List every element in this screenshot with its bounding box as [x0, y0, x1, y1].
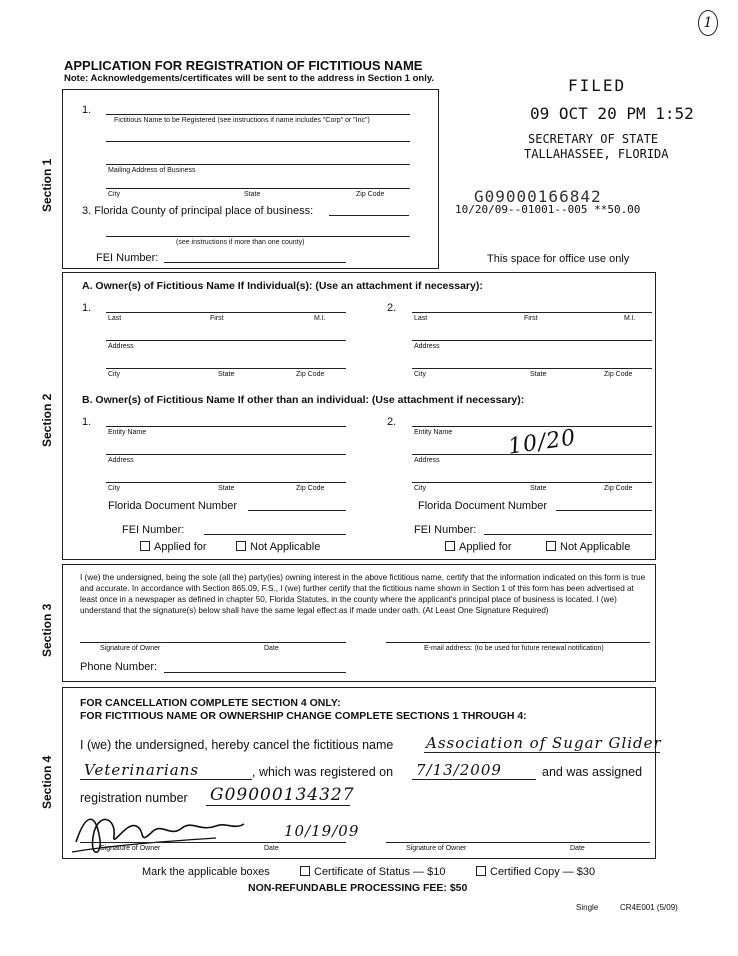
processing-fee: NON-REFUNDABLE PROCESSING FEE: $50 [248, 882, 468, 894]
first-label: First [210, 315, 224, 322]
regnum-handwritten: G09000134327 [210, 785, 355, 805]
address-label: Address [108, 343, 134, 350]
state-label: State [530, 371, 547, 378]
fei-label: FEI Number: [122, 524, 185, 536]
entity2-fei-field[interactable] [484, 534, 652, 535]
last-label: Last [414, 315, 428, 322]
item-number: 2. [387, 416, 397, 428]
applied-for-checkbox[interactable]: Applied for [140, 541, 207, 553]
zip-label: Zip Code [296, 485, 325, 492]
section-4-heading-2: FOR FICTITIOUS NAME OR OWNERSHIP CHANGE COMPLETE SECTIONS 1 THROUGH 4: [80, 710, 527, 722]
section-2a-heading: A. Owner(s) of Fictitious Name If Individual(s): (Use an attachment if necessary): [82, 280, 483, 292]
state-label: State [218, 371, 235, 378]
entity1-name-field[interactable] [106, 426, 346, 427]
certificate-status-checkbox[interactable]: Certificate of Status — $10 [300, 866, 445, 878]
signature-of-owner-label: Signature of Owner [406, 845, 467, 852]
entity1-doc-field[interactable] [248, 510, 346, 511]
mailing-address-label: Mailing Address of Business [108, 167, 196, 174]
city-label: City [108, 485, 121, 492]
owner1-city-field[interactable] [106, 368, 346, 369]
checkbox-icon[interactable] [236, 541, 246, 551]
registered-date-field[interactable] [412, 779, 536, 780]
certified-copy-checkbox[interactable]: Certified Copy — $30 [476, 866, 595, 878]
address-label: Address [414, 457, 440, 464]
filed-stamp: FILED [568, 76, 627, 95]
checkbox-icon[interactable] [546, 541, 556, 551]
form-id: CR4E001 (5/09) [620, 903, 678, 912]
entity1-city-field[interactable] [106, 482, 346, 483]
regnum-text: registration number [80, 791, 188, 805]
checkbox-icon[interactable] [476, 866, 486, 876]
cancel-text: I (we) the undersigned, hereby cancel the fictitious name [80, 738, 394, 752]
mi-label: M.I. [624, 315, 636, 322]
fl-doc-label: Florida Document Number [108, 500, 237, 512]
certification-text: I (we) the undersigned, being the sole (all the) party(ies) owning interest in the above fictitious name, certify that the information indicated on this form is true and accurate. In accordance with Section 865.09, F.S., I (we) further certify that the fictitious name shown in Section 1 of this form has been advertised at least once in a newspaper as defined in chapter 50, Florida Statutes, in the county where the applicant's principal place of business is located. I (we) understand that the signature(s) below shall have the same legal effect as if made under oath. (At Least One Signature Required) [80, 573, 646, 615]
city-state-zip-field[interactable] [106, 188, 410, 189]
checkbox-icon[interactable] [445, 541, 455, 551]
single-label: Single [576, 903, 599, 912]
owner1-name-field[interactable] [106, 312, 346, 313]
section-2b-heading: B. Owner(s) of Fictitious Name If other than an individual: (Use attachment if necessary): [82, 394, 525, 406]
receipt-line: 10/20/09--01001--005 **50.00 [455, 203, 641, 216]
header-note: Note: Acknowledgements/certificates will be sent to the address in Section 1 only. [64, 73, 435, 84]
owner2-address-field[interactable] [412, 340, 652, 341]
fei-field[interactable] [164, 262, 346, 263]
not-applicable-checkbox[interactable]: Not Applicable [236, 541, 320, 553]
registered-date-handwritten: 7/13/2009 [416, 761, 502, 779]
section-4-heading-1: FOR CANCELLATION COMPLETE SECTION 4 ONLY: [80, 697, 341, 709]
date-label: Date [570, 845, 585, 852]
entity2-name-field[interactable] [412, 426, 652, 427]
checkbox-icon[interactable] [300, 866, 310, 876]
registered-text: , which was registered on [252, 765, 394, 779]
fictitious-name-label: Fictitious Name to be Registered (see instructions if name includes "Corp" or "Inc") [114, 117, 370, 124]
zip-label: Zip Code [604, 485, 633, 492]
item-number: 1. [82, 302, 92, 314]
item-number: 1. [82, 104, 92, 116]
date-label: Date [264, 645, 279, 652]
owner2-name-field[interactable] [412, 312, 652, 313]
entity-name-label: Entity Name [108, 429, 147, 436]
entity2-doc-field[interactable] [556, 510, 652, 511]
county-field-2[interactable] [106, 236, 410, 237]
cancel-sig-date-handwritten: 10/19/09 [284, 822, 360, 840]
address-label: Address [108, 457, 134, 464]
zip-label: Zip Code [296, 371, 325, 378]
page-title: APPLICATION FOR REGISTRATION OF FICTITIOUS NAME [64, 58, 423, 73]
first-label: First [524, 315, 538, 322]
section-2-label: Section 2 [40, 393, 54, 447]
owner1-address-field[interactable] [106, 340, 346, 341]
signature-of-owner-label: Signature of Owner [100, 645, 161, 652]
last-label: Last [108, 315, 122, 322]
city-label: City [108, 371, 121, 378]
tallahassee-line: TALLAHASSEE, FLORIDA [524, 147, 669, 161]
owner2-city-field[interactable] [412, 368, 652, 369]
not-applicable-checkbox[interactable]: Not Applicable [546, 541, 630, 553]
email-field[interactable] [386, 642, 650, 643]
entity-name-label: Entity Name [414, 429, 453, 436]
mailing-address-field[interactable] [106, 164, 410, 165]
fictitious-name-field-2[interactable] [106, 141, 410, 142]
zip-label: Zip Code [356, 191, 385, 198]
cancel-name-field-2[interactable] [80, 779, 252, 780]
section-4-label: Section 4 [40, 755, 54, 809]
phone-label: Phone Number: [80, 661, 158, 673]
fei-label: FEI Number: [414, 524, 477, 536]
office-use-label: This space for office use only [487, 253, 630, 265]
county-label: 3. Florida County of principal place of business: [82, 205, 314, 217]
secretary-line: SECRETARY OF STATE [528, 132, 659, 146]
section-1-label: Section 1 [40, 158, 54, 212]
entity1-address-field[interactable] [106, 454, 346, 455]
section-2-box [62, 272, 656, 560]
phone-field[interactable] [164, 672, 346, 673]
checkbox-icon[interactable] [140, 541, 150, 551]
fictitious-name-field[interactable] [106, 114, 410, 115]
owner-signature-field[interactable] [80, 642, 346, 643]
state-label: State [244, 191, 261, 198]
address-label: Address [414, 343, 440, 350]
handwritten-initials: 10/20 [506, 425, 578, 460]
zip-label: Zip Code [604, 371, 633, 378]
email-label: E-mail address: (to be used for future renewal notification) [424, 645, 604, 652]
city-label: City [108, 191, 121, 198]
cancel-signature-field[interactable] [80, 842, 346, 843]
state-label: State [530, 485, 547, 492]
cancel-name-handwritten-2: Veterinarians [84, 761, 200, 779]
item-number: 1. [82, 416, 92, 428]
filed-date: 09 OCT 20 PM 1:52 [530, 104, 694, 123]
entity1-fei-field[interactable] [204, 534, 346, 535]
document-number: G09000166842 [474, 187, 602, 206]
assigned-text: and was assigned [542, 765, 643, 779]
state-label: State [218, 485, 235, 492]
mark-boxes-label: Mark the applicable boxes [142, 866, 270, 878]
section-3-label: Section 3 [40, 603, 54, 657]
entity2-city-field[interactable] [412, 482, 652, 483]
city-label: City [414, 371, 427, 378]
second-signature-field[interactable] [386, 842, 650, 843]
page-number: 1 [698, 10, 718, 36]
cancel-name-field[interactable] [424, 752, 660, 753]
applied-for-checkbox[interactable]: Applied for [445, 541, 512, 553]
item-number: 2. [387, 302, 397, 314]
city-label: City [414, 485, 427, 492]
county-note: (see instructions if more than one county) [176, 239, 305, 246]
cancel-name-handwritten: Association of Sugar Glider [426, 734, 662, 752]
date-label: Date [264, 845, 279, 852]
fei-label: FEI Number: [96, 252, 159, 264]
county-field[interactable] [329, 215, 409, 216]
signature-of-owner-label: Signature of Owner [100, 845, 161, 852]
signature-scribble [66, 802, 256, 864]
mi-label: M.I. [314, 315, 326, 322]
fl-doc-label: Florida Document Number [418, 500, 547, 512]
